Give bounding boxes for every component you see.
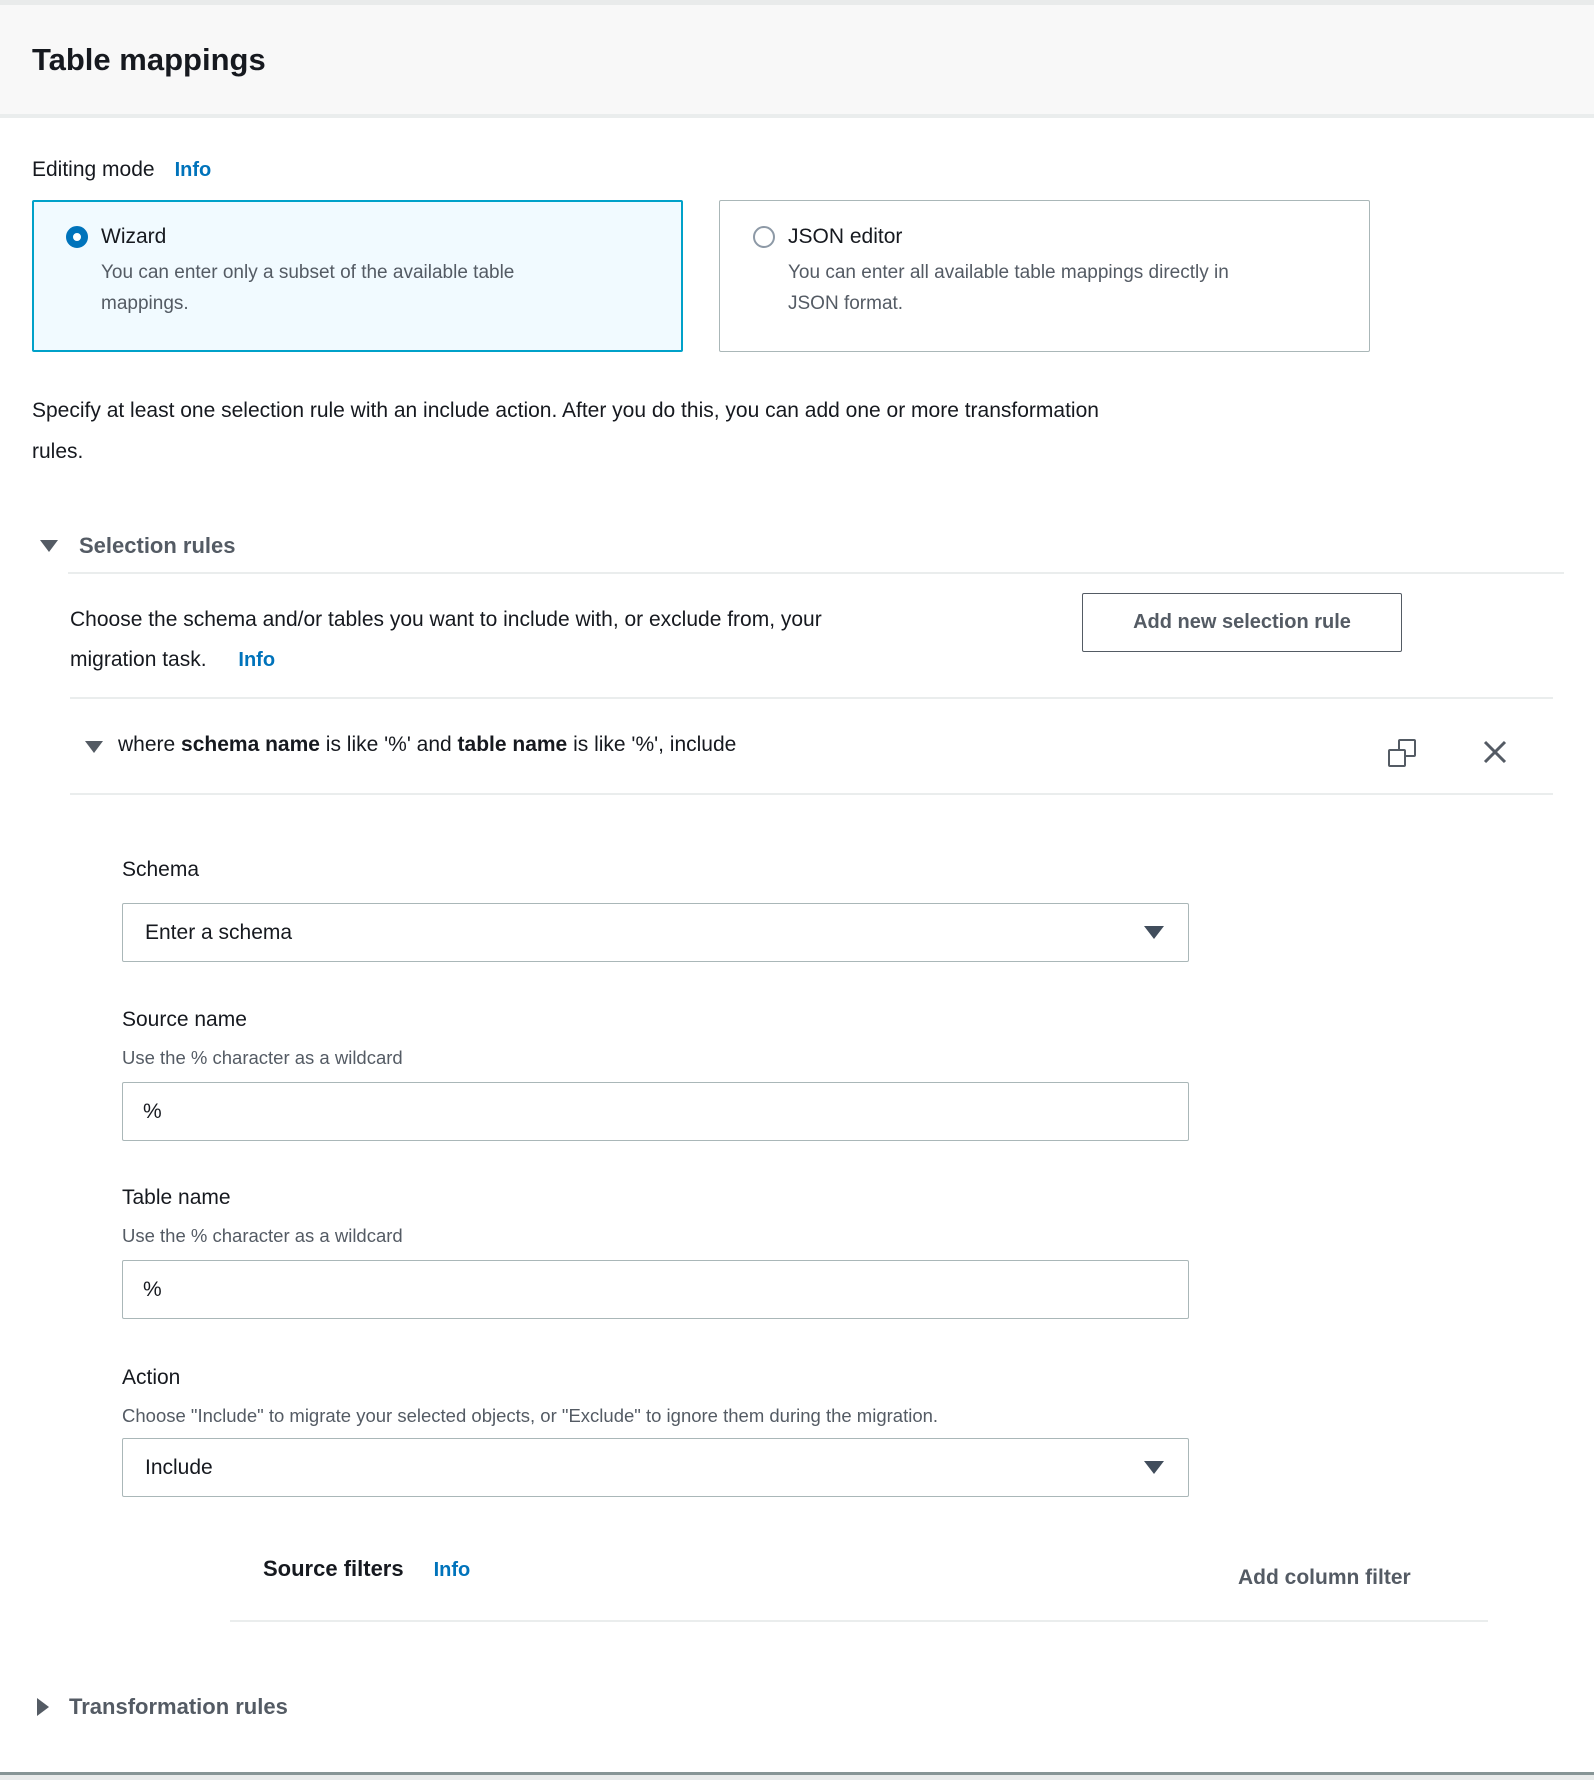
json-editor-radio-icon[interactable] [753, 226, 775, 248]
selection-rules-description: Choose the schema and/or tables you want to include with, or exclude from, your migration task. Info [70, 608, 822, 671]
table-name-label: Table name [122, 1186, 231, 1209]
editing-mode-row [32, 158, 211, 182]
add-new-selection-rule-button[interactable]: Add new selection rule [1082, 593, 1402, 652]
source-filters-row [263, 1556, 470, 1582]
schema-select-value: Enter a schema [145, 920, 293, 944]
source-name-input[interactable] [122, 1082, 1189, 1141]
wizard-radio-icon[interactable] [66, 226, 88, 248]
intro-text: Specify at least one selection rule with an include action. After you do this, you can add one or more transformation rules. [32, 399, 1099, 463]
rule-collapse-triangle-icon[interactable] [85, 741, 103, 753]
chevron-down-icon [1144, 926, 1164, 939]
source-name-hint: Use the % character as a wildcard [122, 1047, 403, 1068]
action-select[interactable] [122, 1438, 1189, 1497]
action-select-value: Include [145, 1455, 213, 1479]
table-name-hint: Use the % character as a wildcard [122, 1225, 403, 1246]
source-filters-info-link[interactable]: Info [433, 1559, 471, 1581]
json-editor-radio-label: JSON editor [788, 225, 903, 248]
rule-summary: where schema name is like '%' and table name is like '%', include [118, 733, 737, 756]
expand-triangle-icon[interactable] [37, 1698, 49, 1716]
copy-rule-icon[interactable] [1388, 739, 1416, 767]
transformation-rules-header[interactable] [37, 1694, 288, 1720]
transformation-rules-title: Transformation rules [69, 1694, 288, 1719]
page-title: Table mappings [32, 41, 266, 77]
divider [70, 697, 1553, 699]
divider [70, 793, 1553, 795]
source-name-label: Source name [122, 1008, 247, 1031]
action-hint: Choose "Include" to migrate your selected objects, or "Exclude" to ignore them during the migration. [122, 1405, 939, 1426]
divider [68, 572, 1564, 574]
wizard-description: You can enter only a subset of the available table mappings. [101, 262, 515, 314]
source-filters-label: Source filters [263, 1556, 404, 1581]
editing-mode-label: Editing mode [32, 158, 155, 181]
add-column-filter-button[interactable]: Add column filter [1238, 1566, 1411, 1589]
bottom-bar [0, 1775, 1594, 1780]
close-rule-icon[interactable] [1480, 737, 1510, 767]
divider [230, 1620, 1488, 1622]
chevron-down-icon [1144, 1461, 1164, 1474]
json-editor-description: You can enter all available table mappings directly in JSON format. [788, 262, 1229, 314]
selection-rules-header[interactable] [40, 533, 236, 559]
editing-mode-cards [32, 200, 1370, 352]
table-name-input[interactable] [122, 1260, 1189, 1319]
selection-rules-info-link[interactable]: Info [238, 649, 276, 671]
editing-mode-info-link[interactable]: Info [174, 159, 212, 181]
schema-label: Schema [122, 858, 200, 881]
wizard-radio-label: Wizard [101, 225, 167, 248]
action-label: Action [122, 1366, 181, 1389]
collapse-triangle-icon[interactable] [40, 540, 58, 552]
schema-select[interactable] [122, 903, 1189, 962]
wizard-card[interactable] [32, 200, 683, 352]
json-editor-card[interactable] [719, 200, 1370, 352]
selection-rules-title: Selection rules [79, 533, 236, 558]
panel-header [0, 5, 1594, 118]
